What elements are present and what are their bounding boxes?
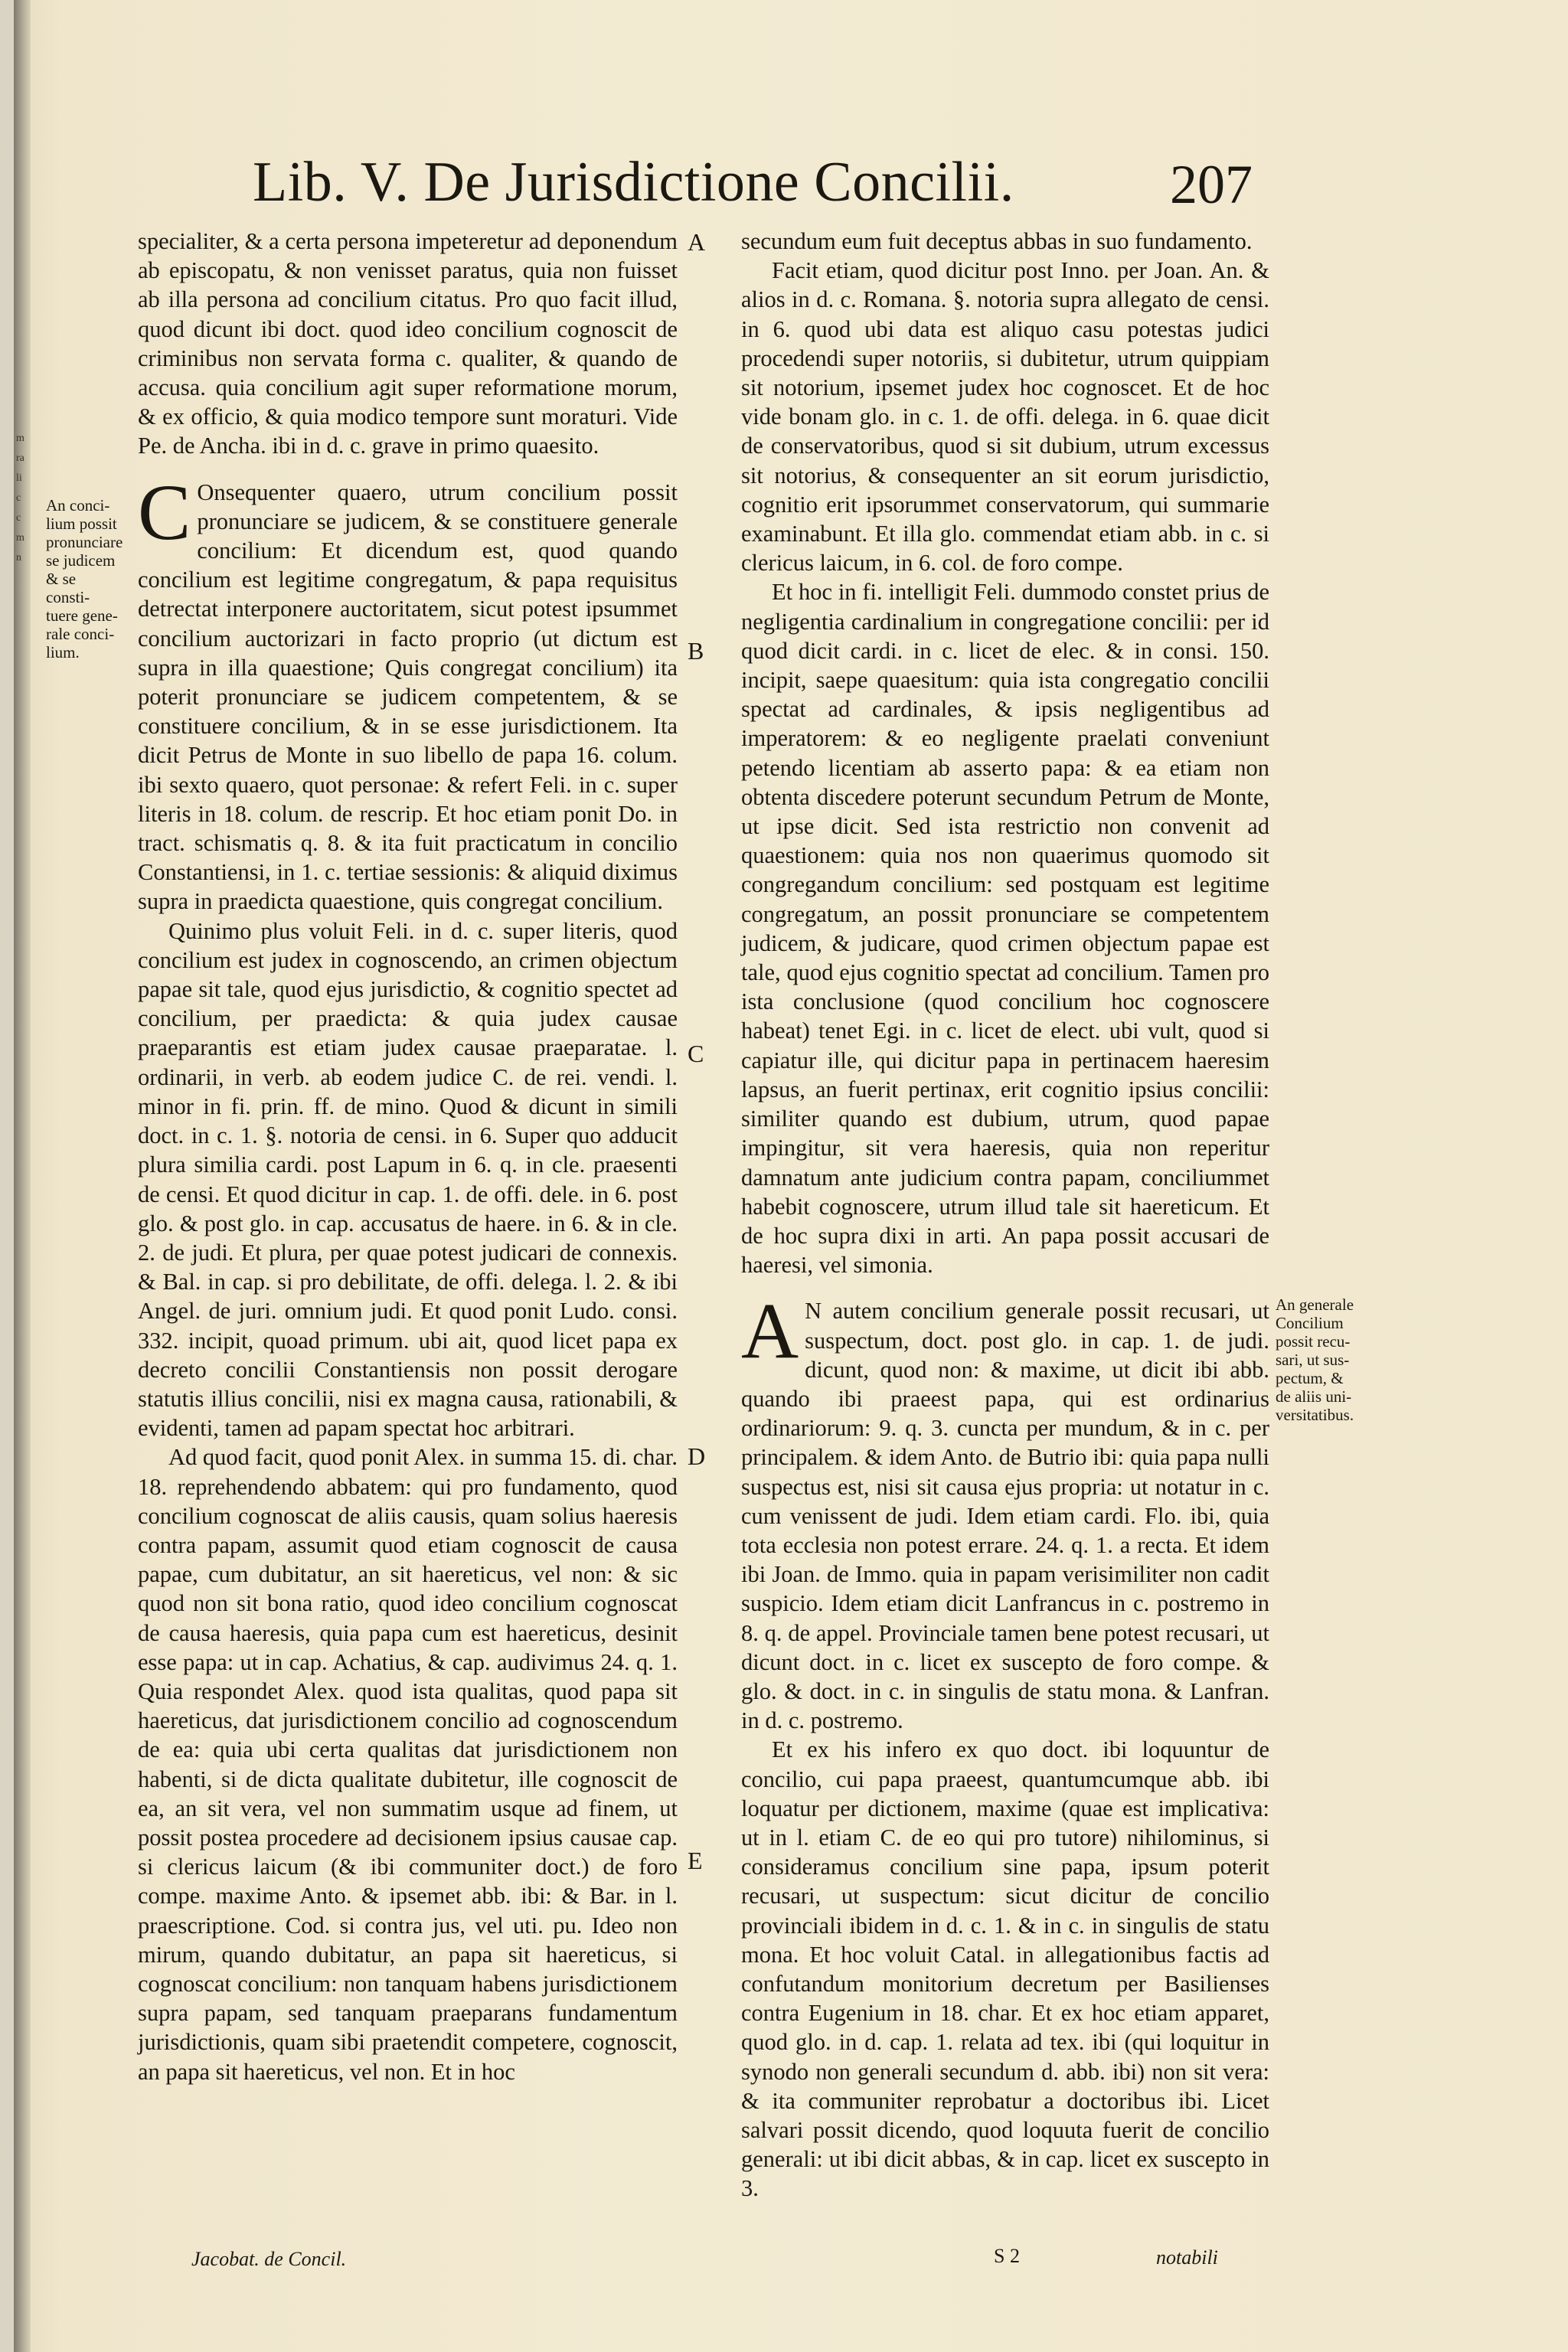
margin-note-left: An conci- lium possit pronunciare se judicem & se consti- tuere gene- rale conci- lium. — [46, 496, 123, 662]
book-page — [14, 0, 1568, 2352]
catchword-left: Jacobat. de Concil. — [191, 2248, 347, 2270]
catchword-right: notabili — [1156, 2246, 1218, 2269]
section-marker-c: C — [688, 1040, 704, 1067]
page-spine-edge — [14, 0, 31, 2352]
page-number: 207 — [1170, 154, 1253, 215]
paragraph: A N autem concilium generale possit recusari, ut suspectum, doct. post glo. in cap. 1. de judi. dicunt, quod non: & maxime, ut dicit ibi abb. quando ibi praeest papa, qui est ordinarius ordinariorum: 9. q. 3. cuncta per mundum, & in c. per principalem. & idem Anto. de Butrio ibi: quia papa nulli suspectus est, nisi sit causa ejus propria: ut notatur in c. cum venissent de judi. Idem etiam cardi. Flo. ibi, quia tota ecclesia non potest errare. 24. q. 1. a recta. Et idem ibi Joan. de Immo. quia in papam verisimiliter non cadit suspicio. Idem etiam dicit Lanfrancus in c. postremo in 8. q. de appel. Provinciale tamen bene potest recusari, ut dicunt doct. in c. licet ex suscepto de foro compe. & glo. & doct. in c. in singulis de statu mona. & Lanfran. in d. c. postremo. — [741, 1287, 1269, 1734]
section-marker-a: A — [688, 228, 706, 256]
paragraph: Facit etiam, quod dicitur post Inno. per Joan. An. & alios in d. c. Romana. §. notoria supra allegato de censi. in 6. quod ubi data est aliquo casu potestas judici procedendi super notoriis, si dubitetur, utrum quippiam sit notorium, ipsemet judex hoc cognoscet. Et de hoc vide bonam glo. in c. 1. de offi. delega. in 6. quae dicit de conservatoribus, quod si sit dubium, utrum excessus sit notorius, & consequenter an sit eorum jurisdictio, cognitio erit ipsorummet conservatorum, qui summarie examinabunt. Et illa glo. commendat etiam abb. in c. si clericus laicum, in 6. col. de foro compe. — [741, 257, 1269, 577]
margin-note-right: An generale Concilium possit recu- sari, ut sus- pectum, & de aliis uni- versitatibus. — [1276, 1295, 1354, 1424]
drop-cap: A — [741, 1287, 799, 1376]
page-title: Lib. V. De Jurisdictione Concilii. — [253, 151, 1014, 214]
right-text-column — [741, 227, 1269, 2203]
left-text-column — [138, 227, 678, 2086]
section-marker-d: D — [688, 1442, 706, 1470]
section-marker-e: E — [688, 1847, 703, 1874]
paragraph: Et ex his infero ex quo doct. ibi loquuntur de concilio, cui papa praeest, quantumcumque abb. ibi loquatur per dictionem, maxime (quae est implicativa: ut in l. etiam C. de eo qui pro tutore) nihilominus, si consideramus concilium sine papa, ipsum poterit recusari, ut suspectum: sicut dicitur de concilio provinciali ibidem in d. c. 1. & in c. in singulis de statu mona. Et hoc voluit Catal. in allegationibus factis ad confutandum monitorium decretum per Basilienses contra Eugenium in 18. char. Et ex hoc etiam apparet, quod glo. in d. cap. 1. relata ad tex. ibi (qui loquitur in synodo non generali secundum d. abb. ibi) non sit vera: & ita communiter reprobatur a doctoribus ibi. Licet salvari possit dicendo, quod loquuta fuerit de concilio generali: ut ibi dicit abbas, & in cap. licet ex suscepto in 3. — [741, 1736, 1269, 2202]
paragraph: Et hoc in fi. intelligit Feli. dummodo constet prius de negligentia cardinalium in congregatione concilii: per id quod dicit cardi. in c. licet de elec. & in consi. 150. incipit, saepe quaesitum: quia ista congregatio concilii spectat ad cardinales, & ipsis negligentibus ad imperatorem: & eo negligente praelati conveniunt petendo licentiam ab asserto papa: & ea etiam non obtenta discedere poterunt secundum Petrum de Monte, ut ipse dicit. Sed ista restrictio non convenit ad quaestionem: quia nos non quaerimus quomodo sit congregandum concilium: sed postquam est legitime congregatum, an possit pronunciare se competentem judicem, & judicare, quod crimen objectum papae est tale, quod ejus cognitio spectat ad concilium. Tamen pro ista conclusione (quod concilium hoc cognoscere habeat) tenet Egi. in c. licet de elect. ubi vult, quod si capiatur ille, qui dicitur papa in pertinacem haeresim lapsus, an fuerit pertinax, erit cognitio ipsius concilii: similiter quando est dubium, utrum, quod papae impingitur, sit vera haeresis, quia non reperitur damnatum ante judicium contra papam, conciliummet habebit cognoscere, utrum illud tale sit haereticum. Et de hoc supra dixi in arti. An papa possit accusari de haeresi, vel simonia. — [741, 579, 1269, 1279]
signature-mark: S 2 — [994, 2245, 1020, 2267]
drop-cap: C — [138, 468, 191, 557]
paragraph: Ad quod facit, quod ponit Alex. in summa 15. di. char. 18. reprehendendo abbatem: qui pro fundamento, quod concilium cognoscat de aliis causis, quam solius haeresis contra papam, assumit quod etiam cognoscit de causa papae, cum dubitatur, an sit haereticus, vel non: & sic quod non sit bona ratio, quod ideo concilium cognoscat de causa haeresis, quia papa cum est haereticus, desinit esse papa: ut in cap. Achatius, & cap. audivimus 24. q. 1. Quia respondet Alex. quod ista qualitas, quod papa sit haereticus, dat jurisdictionem concilio ad cognoscendum de ea: quia ubi certa qualitas dat jurisdictionem non habenti, si de dicta qualitate dubitetur, ille cognoscit de ea, an sit vera, vel non summatim usque ad finem, ut possit postea procedere ad decisionem ipsius causae cap. si clericus laicum (& ibi communiter doct.) de foro compe. maxime Anto. & ipsemet abb. ibi: & Bar. in l. praescriptione. Cod. si contra jus, vel uti. pu. Ideo non mirum, quando dubitatur, an papa sit haereticus, si cognoscat concilium: non tanquam habens jurisdictionem supra papam, sed tanquam praeparans fundamentum jurisdictionis, quam sibi praetendit competere, cognoscit, an papa sit haereticus, vel non. Et in hoc — [138, 1444, 678, 2085]
cropped-edge-text: m ra li c c m n — [16, 433, 24, 564]
paragraph: Quinimo plus voluit Feli. in d. c. super literis, quod concilium est judex in cognoscendo, an crimen objectum papae sit tale, quod ejus jurisdictio, & cognitio spectet ad concilium, per praedicta: & quia judex causae praeparantis est etiam judex causae praeparatae. l. ordinarii, in verb. ab eodem judice C. de rei. vendi. l. minor in fi. prin. ff. de mino. Quod & dicunt in simili doct. in c. 1. §. notoria de censi. in 6. Super quo adducit plura similia cardi. post Lapum in 6. q. in cle. praesenti de censi. Et quod dicitur in cap. 1. de offi. dele. in 6. post glo. & post glo. in cap. accusatus de haere. in 6. & in cle. 2. de judi. Et plura, per quae potest judicari de connexis. & Bal. in cap. si pro debilitate, de offi. delega. l. 2. & ibi Angel. de juri. omnium judi. Et quod ponit Ludo. consi. 332. incipit, quoad primum. ubi ait, quod licet papa ex decreto concilii Constantiensis non possit derogare statutis illius concilii, nisi ex magna causa, rationabili, & evidenti, tamen ad papam spectat hoc arbitrari. — [138, 917, 678, 1442]
paragraph: specialiter, & a certa persona impeteretur ad deponendum ab episcopatu, & non venisset paratus, quia non fuisset ab illa persona ad concilium citatus. Pro quo facit illud, quod dicunt ibi doct. quod ideo concilium cognoscit de criminibus non servata forma c. qualiter, & quando de accusa. quia concilium agit super reformatione morum, & ex officio, & quia modico tempore sunt moraturi. Vide Pe. de Ancha. ibi in d. c. grave in primo quaesito. — [138, 228, 678, 459]
section-marker-b: B — [688, 637, 704, 665]
paragraph: secundum eum fuit deceptus abbas in suo fundamento. — [741, 228, 1253, 254]
paragraph: C Onsequenter quaero, utrum concilium possit pronunciare se judicem, & se constituere generale concilium: Et dicendum est, quod quando concilium est legitime congregatum, & papa requisitus detrectat interponere auctoritatem, sicut potest ipsummet concilium auctorizari in facto proprio (ut dictum est supra in illa quaestione; Quis congregat concilium) ita poterit pronunciare se judicem competentem, & se constituere concilium, & in se esse jurisdictionem. Ita dicit Petrus de Monte in suo libello de papa 16. colum. ibi sexto quaero, quot personae: & refert Feli. in c. super literis in 18. colum. de rescrip. Et hoc etiam ponit Do. in tract. schismatis q. 8. & ita fuit practicatum in concilio Constantiensi, in 1. c. tertiae sessionis: & aliquid diximus supra in praedicta quaestione, quis congregat concilium. — [138, 468, 678, 915]
